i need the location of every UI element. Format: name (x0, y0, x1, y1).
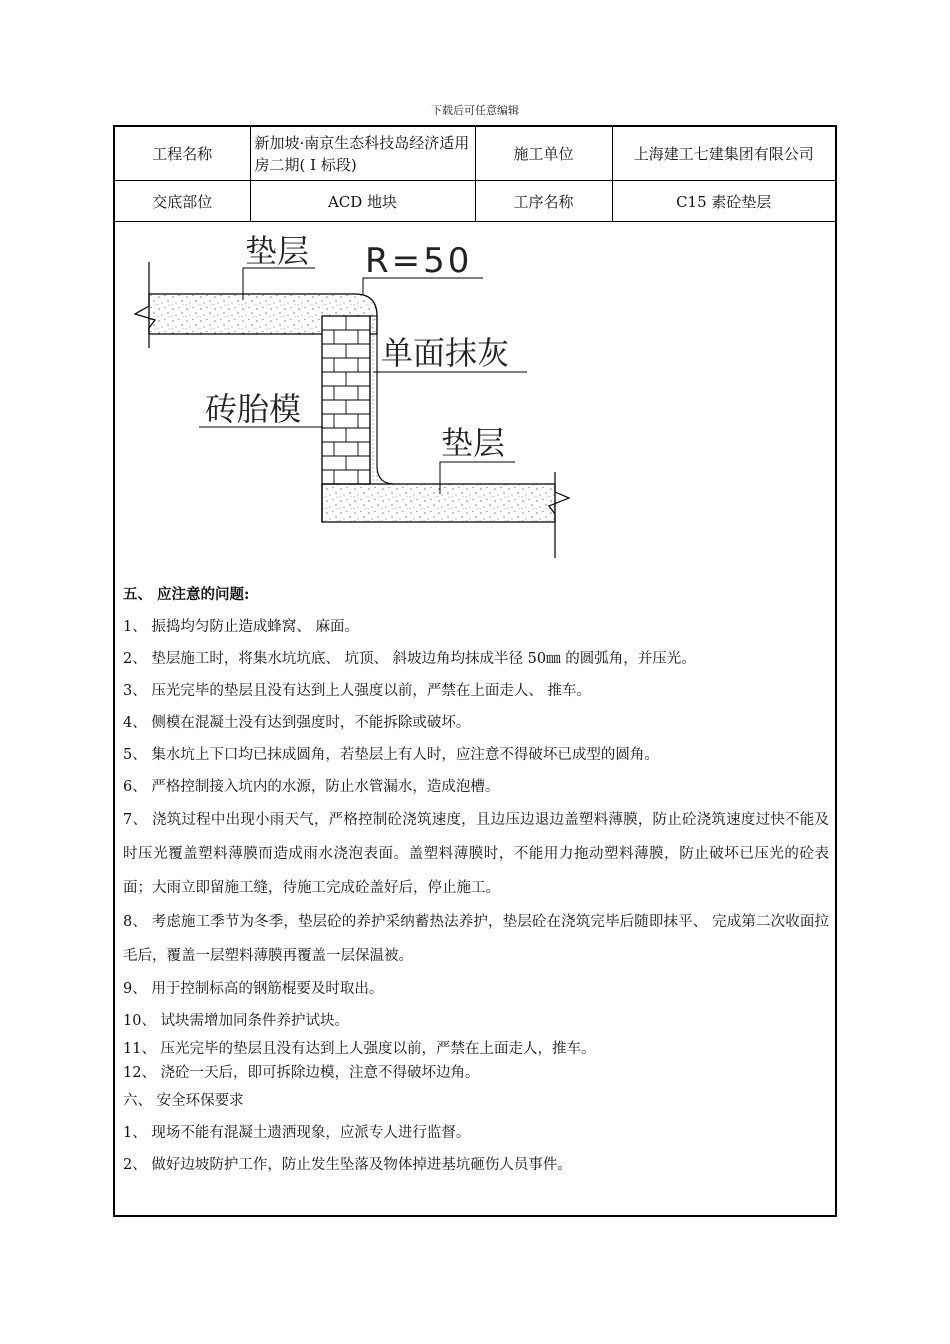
section6-title: 六、 安全环保要求 (123, 1093, 244, 1109)
label-brick-form: 砖胎模 (205, 390, 302, 428)
section5-item: 5、 集水坑上下口均已抹成圆角，若垫层上有人时，应注意不得破坏已成型的圆角。 (123, 747, 659, 763)
label-cushion-bottom: 垫层 (441, 424, 506, 462)
header-note: 下载后可任意编辑 (431, 104, 519, 117)
contractor-label: 施工单位 (475, 127, 612, 181)
process-value: C15 素砼垫层 (612, 181, 835, 222)
location-label: 交底部位 (115, 181, 250, 222)
process-label: 工序名称 (475, 181, 612, 222)
bottom-cushion-slab (322, 484, 555, 522)
project-name-value: 新加坡·南京生态科技岛经济适用房二期( Ⅰ 标段) (250, 127, 475, 181)
label-plaster: 单面抹灰 (381, 334, 510, 372)
section5-title: 五、 应注意的问题: (123, 586, 250, 603)
section5-item-9: 9、 用于控制标高的钢筋棍要及时取出。 (123, 981, 384, 997)
section6-item: 1、 现场不能有混凝土遗洒现象，应派专人进行监督。 (123, 1125, 471, 1141)
label-radius: R=50 (365, 241, 473, 281)
section6-item: 2、 做好边坡防护工作，防止发生坠落及物体掉进基坑砸伤人员事件。 (123, 1157, 572, 1173)
section5-item: 6、 严格控制接入坑内的水源，防止水管漏水，造成泡槽。 (123, 779, 500, 795)
contractor-value: 上海建工七建集团有限公司 (612, 127, 835, 181)
disclosure-form (113, 125, 837, 1217)
section5-item-8: 8、 考虑施工季节为冬季，垫层砼的养护采纳蓄热法养护，垫层砼在浇筑完毕后随即抹平、 完成第二次收面拉毛后，覆盖一层塑料薄膜再覆盖一层保温被。 (123, 914, 829, 964)
section5-item: 3、 压光完毕的垫层且没有达到上人强度以前，严禁在上面走人、 推车。 (123, 683, 591, 699)
section5-item: 1、 振捣均匀防止造成蜂窝、 麻面。 (123, 619, 359, 635)
brick-form-wall (322, 316, 370, 484)
label-cushion-top: 垫层 (245, 232, 310, 270)
section5-item: 4、 侧模在混凝土没有达到强度时，不能拆除或破坏。 (123, 715, 471, 731)
section5-item-10: 10、 试块需增加同条件养护试块。 (123, 1013, 350, 1029)
info-table (115, 127, 835, 222)
section5-item-11: 11、 压光完毕的垫层且没有达到上人强度以前，严禁在上面走人，推车。 (123, 1041, 596, 1057)
project-name-label: 工程名称 (115, 127, 250, 181)
section5-item-7: 7、 浇筑过程中出现小雨天气，严格控制砼浇筑速度，且边压边退边盖塑料薄膜，防止砼浇筑速度过快不能及时压光覆盖塑料薄膜而造成雨水浇泡表面。盖塑料薄膜时，不能用力拖动塑料薄膜，防止破坏已压光的砼表面；大雨立即留施工缝，待施工完成砼盖好后，停止施工。 (123, 812, 829, 896)
section5-item: 2、 垫层施工时，将集水坑坑底、 坑顶、 斜坡边角均抹成半径 50㎜ 的圆弧角，并压光。 (123, 651, 696, 667)
location-value: ACD 地块 (250, 181, 475, 222)
notes-content (123, 579, 829, 1181)
cushion-section-diagram (115, 222, 575, 567)
section5-item-12: 12、 浇砼一天后，即可拆除边模，注意不得破坏边角。 (123, 1065, 480, 1081)
